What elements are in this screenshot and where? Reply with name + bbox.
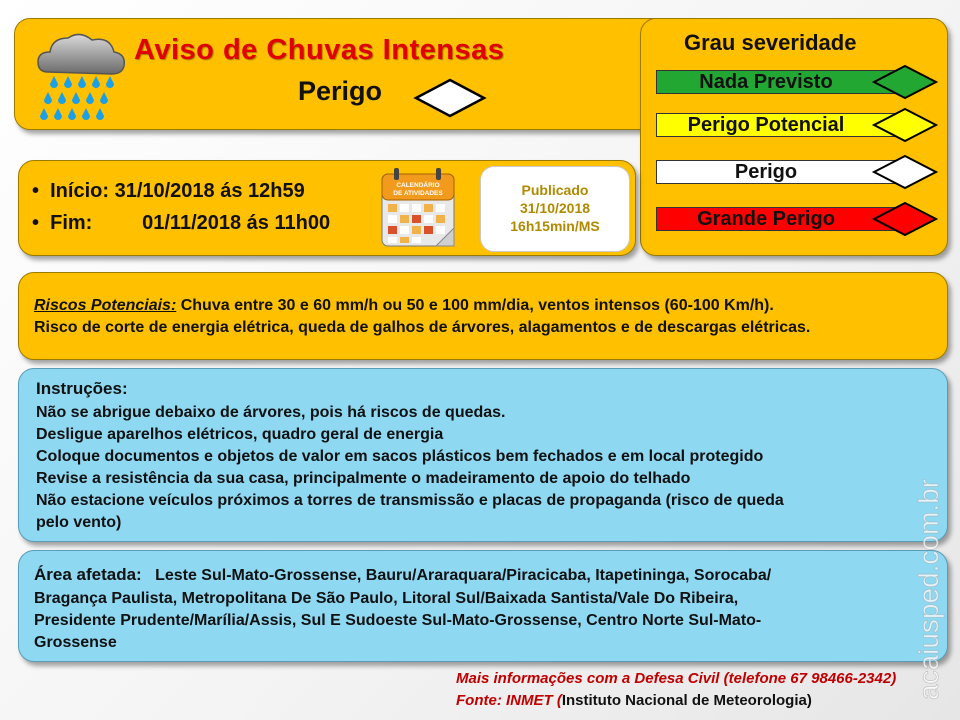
- instruction-item: Não se abrigue debaixo de árvores, pois há riscos de quedas.: [36, 404, 506, 421]
- footer-contact: Mais informações com a Defesa Civil (telefone 67 98466-2342): [456, 670, 897, 687]
- start-date: • Início: 31/10/2018 ás 12h59: [32, 180, 305, 202]
- severity-level-perigo: Perigo: [656, 160, 902, 184]
- area-line-4: Grossense: [34, 634, 117, 651]
- footer-source: Fonte: INMET (Instituto Nacional de Meteorologia): [456, 692, 812, 709]
- instruction-item: pelo vento): [36, 514, 122, 531]
- severity-diamond-icon: [872, 64, 938, 100]
- published-info: Publicado 31/10/2018 16h15min/MS: [480, 166, 630, 252]
- severity-title: Grau severidade: [684, 30, 857, 55]
- severity-level-perigo-potencial: Perigo Potencial: [656, 113, 902, 137]
- instruction-item: Coloque documentos e objetos de valor em sacos plásticos bem fechados e em local protegido: [36, 448, 764, 465]
- watermark: [913, 410, 958, 700]
- severity-diamond-icon: [872, 154, 938, 190]
- area-line-2: Bragança Paulista, Metropolitana De São Paulo, Litoral Sul/Baixada Santista/Vale Do Ribeira,: [34, 590, 739, 607]
- severity-diamond-icon: [872, 201, 938, 237]
- risks-line-1: Riscos Potenciais: Chuva entre 30 e 60 mm/h ou 50 e 100 mm/dia, ventos intensos (60-100 Km/h).: [34, 297, 774, 314]
- level-diamond-icon: [412, 76, 488, 120]
- svg-text:CALENDÁRIO: CALENDÁRIO: [396, 182, 440, 189]
- svg-text:acaiusped.com.br: acaiusped.com.br: [913, 478, 944, 700]
- alert-level: Perigo: [298, 76, 383, 106]
- calendar-icon: [376, 164, 462, 250]
- instruction-item: Desligue aparelhos elétricos, quadro geral de energia: [36, 426, 444, 443]
- rain-cloud-icon: [30, 26, 130, 126]
- instruction-item: Revise a resistência da sua casa, principalmente o madeiramento de apoio do telhado: [36, 470, 691, 487]
- instructions-title: Instruções:: [36, 379, 128, 398]
- severity-diamond-icon: [872, 107, 938, 143]
- svg-text:DE ATIVIDADES: DE ATIVIDADES: [393, 190, 443, 197]
- severity-level-nada-previsto: Nada Previsto: [656, 70, 902, 94]
- alert-title: Aviso de Chuvas Intensas: [134, 34, 505, 66]
- risks-line-2: Risco de corte de energia elétrica, queda de galhos de árvores, alagamentos e de descargas elétricas.: [34, 319, 811, 336]
- end-date: • Fim: 01/11/2018 ás 11h00: [32, 212, 331, 234]
- area-line-1: Área afetada: Leste Sul-Mato-Grossense, Bauru/Araraquara/Piracicaba, Itapetininga, Sorocaba/: [34, 565, 772, 584]
- severity-level-grande-perigo: Grande Perigo: [656, 207, 902, 231]
- area-line-3: Presidente Prudente/Marília/Assis, Sul E Sudoeste Sul-Mato-Grossense, Centro Norte Sul-Mato-: [34, 612, 762, 629]
- instruction-item: Não estacione veículos próximos a torres de transmissão e placas de propaganda (risco de queda: [36, 492, 784, 509]
